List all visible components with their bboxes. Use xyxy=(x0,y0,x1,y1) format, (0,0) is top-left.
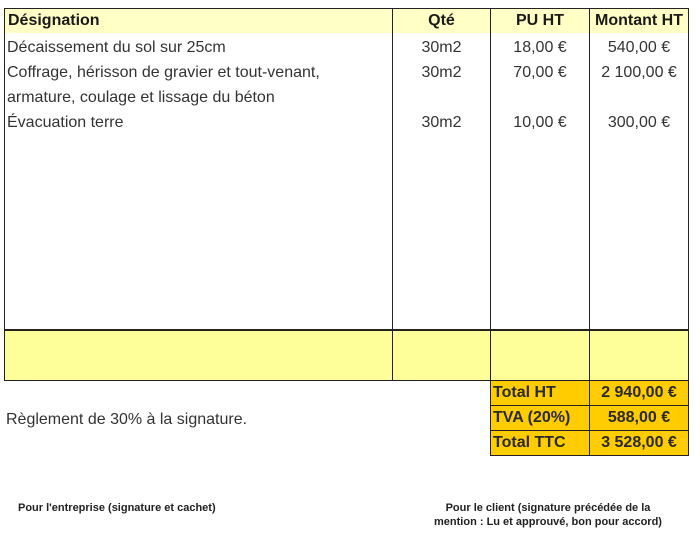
row3-amount: 300,00 € xyxy=(607,114,671,131)
client-signature-line2: mention : Lu et approuvé, bon pour accord) xyxy=(434,516,662,528)
row3-unit-price: 10,00 € xyxy=(513,114,567,131)
company-signature-label: Pour l'entreprise (signature et cachet) xyxy=(18,502,216,514)
payment-note: Règlement de 30% à la signature. xyxy=(6,411,248,428)
empty-row-qty xyxy=(392,329,491,381)
row1-unit-price: 18,00 € xyxy=(513,39,567,56)
row2-unit-price: 70,00 € xyxy=(513,64,567,81)
row1-designation: Décaissement du sol sur 25cm xyxy=(7,39,226,56)
total-ht-value: 2 940,00 € xyxy=(589,380,689,406)
row2-designation-line2: armature, coulage et lissage du béton xyxy=(7,89,275,106)
row3-designation: Évacuation terre xyxy=(7,114,124,131)
row2-qty: 30m2 xyxy=(421,64,462,81)
client-signature-label xyxy=(400,501,696,529)
empty-row-unit-price xyxy=(490,329,590,381)
total-ttc-value: 3 528,00 € xyxy=(589,430,689,456)
total-ttc-label: Total TTC xyxy=(490,430,590,456)
row2-amount: 2 100,00 € xyxy=(601,64,677,81)
row2-designation: Coffrage, hérisson de gravier et tout-venant, xyxy=(7,64,320,81)
row3-qty: 30m2 xyxy=(421,114,462,131)
tva-label: TVA (20%) xyxy=(490,405,590,431)
total-ht-label: Total HT xyxy=(490,380,590,406)
tva-value: 588,00 € xyxy=(589,405,689,431)
client-signature-line1: Pour le client (signature précédée de la xyxy=(445,502,651,514)
header-designation: Désignation xyxy=(4,8,393,34)
header-unit-price: PU HT xyxy=(490,8,590,34)
header-qty: Qté xyxy=(392,8,491,34)
row1-amount: 540,00 € xyxy=(607,39,671,56)
header-amount: Montant HT xyxy=(589,8,689,34)
row1-qty: 30m2 xyxy=(421,39,462,56)
empty-row-designation xyxy=(4,329,393,381)
empty-row-amount xyxy=(589,329,689,381)
